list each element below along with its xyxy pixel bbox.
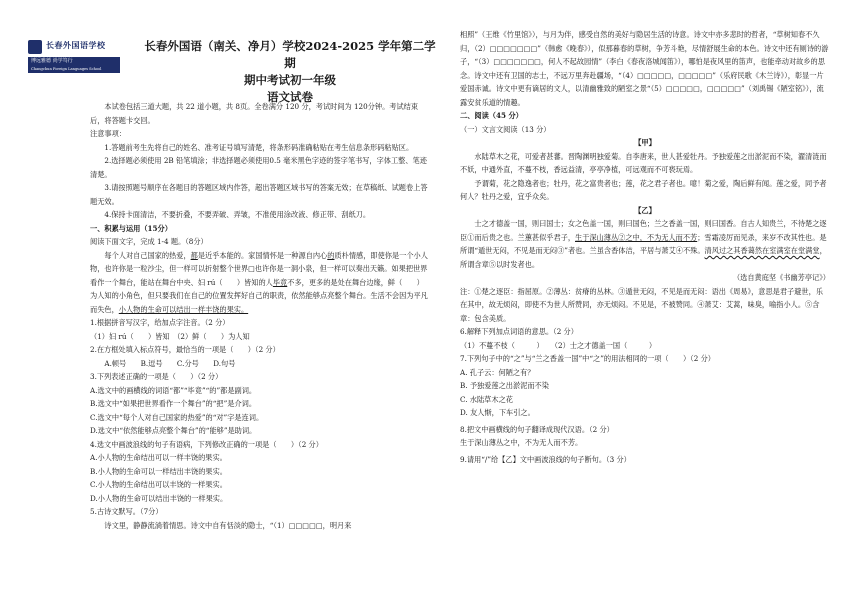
text-yi-source: （选自黄庭坚《书幽芳亭记》）: [732, 273, 830, 282]
question-3: 3.下列表述正确的一项是（ ）（2 分）: [90, 372, 223, 381]
question-7-option-a: A. 孔子云：何陋之有？: [460, 367, 535, 377]
passage-text: 质朴情感，即使你是一个小人物，也许你是一粒沙尘，但一样可以折射整个世界□也许你是一洞小泉，但一样可以奏出天籁。如果把世界看作一个舞台，能站在舞台中央、妇 rú（ ）皆知的人: [90, 250, 428, 287]
title-line-2: 期中考试初一年级: [244, 73, 336, 87]
text-jia-paragraph-1: 水陆草木之花，可爱者甚蕃。晋陶渊明独爱菊。自李唐来，世人甚爱牡丹。予独爱莲之出淤泥而不染，濯清涟而不妖，中通外直，不蔓不枝，香远益清，亭亭净植，可远观而不可亵玩焉。: [460, 151, 827, 174]
question-4-option-c: C.小人物的生命结出可以丰饶的一样果实。: [90, 480, 227, 489]
passage-text: 每个人对自己国家的热爱，: [104, 250, 191, 260]
passage-text: 不多，更多的是处在舞台边缘，鲜（ ）为人知的小角色，但只要我们在自己的位置发挥好自己的职责，依然能够点亮整个舞台。生活不会因为平凡而失色，: [90, 277, 428, 314]
question-3-option-b: B.选文中“如果把世界看作一个舞台”的“把”是介词。: [90, 399, 257, 408]
question-8-sentence: 生于深山薄丛之中，不为无人而不芳。: [460, 438, 583, 447]
wavy-underlined-sentence: 清风过之其香蔼然在室满室在堂满堂: [704, 246, 820, 255]
question-3-option-d: D.选文中“依然能够点亮整个舞台”的“能够”是助词。: [90, 426, 257, 435]
passage-text: 是近乎本能的。家国情怀是一种源自内心: [197, 250, 328, 260]
question-4: 4.选文中画波浪线的句子有语病，下列修改正确的一项是（ ）（2 分）: [90, 439, 323, 449]
question-4-option-b: B.小人物的生命可以一样结出丰饶的果实。: [90, 466, 227, 476]
text-yi-label: 【乙】: [634, 205, 656, 215]
intro-paragraph: 本试卷包括三道大题，共 22 道小题，共 8页。全卷满分 120 分，考试时间为 120分钟。考试结束后，将答题卡交回。: [90, 102, 419, 125]
section-1-heading: 一、积累与运用（15分）: [90, 223, 172, 233]
text-jia-paragraph-2: 予谓菊，花之隐逸者也；牡丹，花之富贵者也；莲，花之君子者也。噫！菊之爱，陶后鲜有闻。莲之爱，同予者何人？牡丹之爱，宜乎众矣。: [460, 178, 827, 201]
question-6-options: （1）不蔓不枝（ ） （2）士之才德盖一国（ ）: [460, 340, 657, 350]
question-4-option-d: D.小人物的生命可以结出丰饶的一样果实。: [90, 493, 228, 503]
notes-title: 注意事项：: [90, 129, 126, 138]
question-7-option-d: D. 友人惭，下车引之。: [460, 408, 535, 417]
annotation-notes: 注：①楚之逐臣：指屈原。②薄丛：贫瘠的丛林。③遁世无闷，不见是而无闷：语出《周易》，意思是君子避世，乐在其中，故无烦闷，即使不为世人所赞同，亦无烦闷。不见是，不被赞同。④萧艾：艾蒿，味臭，喻指小人。⑤含章：包含美质。: [460, 286, 823, 323]
logo-english-name: Changchun Foreign Languages School: [31, 67, 102, 71]
question-2: 2.在方框处填入标点符号，最恰当的一项是（ ）（2 分）: [90, 345, 280, 354]
poem-passage-start: 诗文里，静静流淌着情思。诗文中自有恬淡的隐士，“（1）□□□□□，明月来: [104, 520, 352, 530]
question-5: 5.古诗文默写。（7分）: [90, 507, 163, 516]
text-jia-label: 【甲】: [634, 138, 656, 147]
question-7: 7.下列句子中的“之”与“兰之香盖一国”中“之”的用法相同的一项（ ）（2 分）: [460, 354, 715, 363]
note-4: 4.保持卡面清洁，不要折叠，不要弄破、弄皱，不准使用涂改液、修正带、刮纸刀。: [104, 210, 371, 219]
left-column: [90, 30, 428, 532]
question-7-option-c: C. 水陆草木之花: [460, 394, 513, 404]
logo-motto: 博远雅德 尚学笃行: [31, 58, 73, 64]
subsection-classical: （一）文言文阅读（13 分）: [460, 124, 551, 134]
question-4-option-a: A.小人物的生命结出可以一样丰饶的果实。: [90, 453, 227, 462]
title-line-1: 长春外国语（南关、净月）学校2024-2025 学年第二学期: [144, 39, 436, 70]
question-7-option-b: B. 予独爱莲之出淤泥而不染: [460, 381, 549, 390]
logo-school-name: 长春外国语学校: [46, 40, 106, 50]
note-1: 1.答题前考生先将自己的姓名、准考证号填写清楚，将条形码准确粘贴在考生信息条形码粘贴区。: [104, 142, 414, 152]
question-9: 9.请用“/”给【乙】文中画波浪线的句子断句。（3 分）: [460, 454, 631, 464]
note-2: 2.选择题必须使用 2B 铅笔填涂；非选择题必须使用0.5 毫米黑色字迹的签字笔书写，字体工整、笔迹清楚。: [90, 156, 427, 179]
section-2-heading: 二、阅读（45 分）: [460, 111, 523, 120]
text-yi-paragraph: [460, 217, 830, 271]
note-3: 3.请按照题号顺序在各题目的答题区域内作答，超出答题区域书写的答案无效；在草稿纸、试题卷上答题无效。: [90, 183, 428, 206]
marked-word: 都: [190, 250, 198, 260]
marked-word: 毕竟: [272, 277, 288, 287]
question-3-option-c: C.选文中“每个人对自己国家的热爱”的“对”字是连词。: [90, 412, 264, 422]
question-8: 8.把文中画横线的句子翻译成现代汉语。（2 分）: [460, 424, 614, 434]
underlined-sentence: 小人物的生命可以结出一样丰饶的果实。: [118, 304, 249, 314]
marked-word: 的: [327, 250, 335, 260]
school-emblem-icon: [28, 40, 42, 54]
passage-1: [90, 249, 428, 317]
question-3-option-a: A.选文中的画横线的词语“都”“毕竟”“的”都是副词。: [90, 385, 257, 395]
question-1-options: （1）妇 rú（ ）皆知 （2）鲜（ ）为人知: [90, 331, 250, 341]
title-line-3: 语文试卷: [267, 90, 313, 104]
passage-text: ；雪霜凌厉而见杀，来岁不改其性也。是所谓“遁世无闷，不见是而无闷③”者也。兰虽含香体洁，平居与萧艾④不殊。: [460, 232, 827, 255]
question-6: 6.解释下列加点词语的意思。（2 分）: [460, 327, 578, 336]
underlined-sentence: 生于深山薄丛②之中，不为无人而不芳: [575, 232, 698, 242]
poem-passage-continued: 相照”（王维《竹里馆》），与月为伴，感受自然的美好与隐居生活的诗意。诗文中亦多悲时的哲者，“草树知春不久归，（2）□□□□□□□”（韩愈《晚春》），似那暮春的草树，争芳斗艳，尽情舒展生命的本色。诗文中还有厕诗的游子，“（3）□□□□□□□，何人不起故园情”（李白《春夜洛城闻笛》），哪怕是夜风里的笛声，也能牵动对故乡的思念。诗文中还有卫国的志士，不远万里奔赴疆场，“（4）□□□□□，□□□□□”（乐府民歌《木兰诗》），彰显一片爱国赤诚。诗文中更有谪居的文人，以清幽雅致的陋室之景“（5）□□□□□，□□□□□”（刘禹锡《陋室铭》），流露安贫乐道的情趣。: [460, 30, 829, 107]
passage-text: 士之才德盖一国，则曰国士；女之色盖一国，则曰国色；兰之香盖一国，则曰国香。自古人知贵兰，不待楚之逐臣①而后贵之也。兰蕙甚似乎君子，: [460, 219, 827, 242]
right-column: [460, 28, 830, 466]
question-2-options: A.顿号 B.逗号 C.分号 D.句号: [104, 358, 236, 368]
passage-text: ，所谓含章⑤以时发者也。: [460, 246, 827, 269]
reading-intro: 阅读下面文字，完成 1-4 题。（8分）: [90, 237, 208, 246]
question-1: 1.根据拼音写汉字，给加点字注音。（2 分）: [90, 318, 230, 327]
